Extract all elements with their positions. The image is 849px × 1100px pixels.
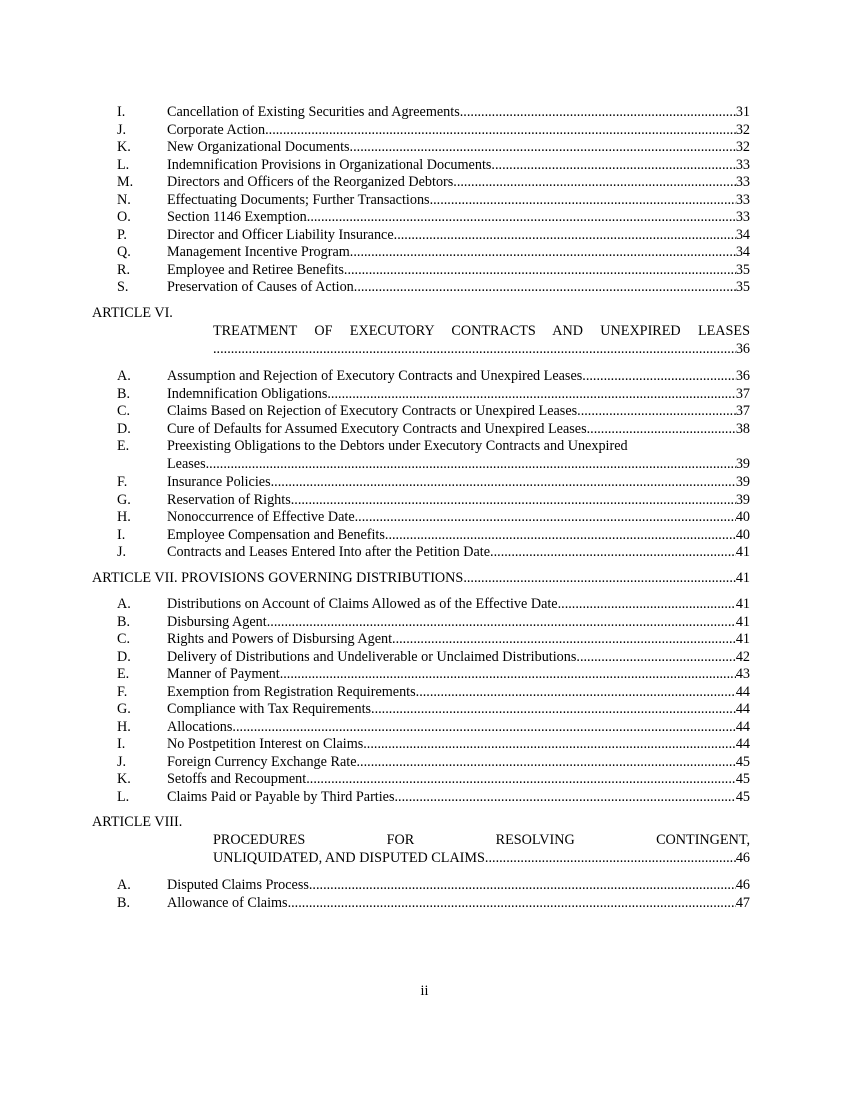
entry-page: 44	[735, 683, 750, 700]
entry-page: 45	[735, 753, 750, 770]
entry-letter: J.	[117, 753, 127, 770]
entry-title: Manner of Payment	[167, 666, 280, 682]
entry-page: 39	[735, 456, 750, 472]
entry-title: Insurance Policies	[167, 474, 271, 490]
entry-title: Directors and Officers of the Reorganized Debtors	[167, 174, 454, 190]
entry-letter: F.	[117, 683, 128, 700]
entry-letter: B.	[117, 613, 131, 630]
entry-letter: I.	[117, 104, 126, 120]
article-viii-title-line2: UNLIQUIDATED, AND DISPUTED CLAIMS	[213, 850, 485, 866]
entry-title: No Postpetition Interest on Claims	[167, 736, 364, 752]
dot-leader	[416, 683, 736, 701]
entry-page: 38	[735, 420, 750, 437]
dot-leader	[309, 876, 736, 894]
dot-leader	[558, 595, 736, 613]
entry-page: 47	[735, 894, 750, 911]
dot-leader	[453, 173, 736, 191]
entry-page: 40	[735, 526, 750, 543]
entry-page: 41	[735, 613, 750, 630]
entry-title: Director and Officer Liability Insurance	[167, 226, 394, 243]
entry-title: Allowance of Claims.	[167, 894, 292, 911]
entry-letter: G.	[117, 701, 131, 717]
entry-letter: E.	[117, 666, 130, 682]
entry-title: New Organizational Documents	[167, 139, 350, 155]
entry-title: Assumption and Rejection of Executory Contracts and Unexpired Leases	[167, 368, 583, 384]
entry-page: 42	[735, 648, 750, 665]
entry-page: 34	[735, 226, 750, 243]
dot-leader	[357, 753, 736, 771]
dot-leader	[491, 156, 735, 174]
entry-letter: J.	[117, 544, 127, 560]
entry-title: Disbursing Agent	[167, 613, 267, 630]
entry-page: 44	[735, 736, 750, 752]
dot-leader	[463, 569, 736, 587]
article-vii-heading: ARTICLE VII. PROVISIONS GOVERNING DISTRIBUTIONS	[92, 570, 464, 586]
entry-title: Compliance with Tax Requirements	[167, 701, 372, 717]
entry-page: 32	[735, 121, 750, 138]
entry-letter: F.	[117, 474, 128, 490]
article-vi-page: 36	[735, 341, 750, 357]
entry-page: 44	[735, 701, 750, 717]
entry-letter: S.	[117, 279, 129, 295]
dot-leader	[485, 849, 736, 867]
dot-leader	[350, 243, 736, 261]
entry-title: Disputed Claims Process	[167, 877, 309, 893]
entry-title: Exemption from Registration Requirements	[167, 683, 416, 700]
entry-title: Contracts and Leases Entered Into after the Petition Date	[167, 544, 491, 560]
dot-leader	[587, 420, 736, 438]
entry-letter: L.	[117, 788, 130, 805]
article-vi-title: TREATMENT OF EXECUTORY CONTRACTS AND UNEXPIRED LEASES	[213, 323, 750, 339]
entry-title: Foreign Currency Exchange Rate	[167, 753, 357, 770]
entry-page: 41	[735, 596, 750, 612]
entry-title: Preservation of Causes of Action	[167, 279, 354, 295]
entry-letter: C.	[117, 403, 131, 419]
entry-title: Leases	[167, 456, 206, 472]
entry-letter: M.	[117, 174, 134, 190]
dot-leader	[430, 191, 736, 209]
entry-page: 45	[735, 771, 750, 787]
entry-page: 43	[735, 666, 750, 682]
entry-page: 39	[735, 474, 750, 490]
entry-title: Claims Based on Rejection of Executory Contracts or Unexpired Leases	[167, 403, 578, 419]
entry-letter: A.	[117, 596, 131, 612]
entry-page: 45	[735, 788, 750, 805]
entry-page: 41	[735, 544, 750, 560]
entry-letter: H.	[117, 509, 131, 525]
entry-letter: B.	[117, 894, 131, 911]
entry-title: Cure of Defaults for Assumed Executory Contracts and Unexpired Leases	[167, 420, 587, 437]
dot-leader	[213, 340, 736, 358]
page-number: ii	[420, 983, 429, 999]
entry-page: 41	[735, 631, 750, 647]
entry-title: Allocations	[167, 718, 233, 735]
dot-leader	[355, 508, 736, 526]
entry-page: 34	[735, 244, 750, 260]
dot-leader	[490, 543, 736, 561]
dot-leader	[385, 526, 736, 544]
dot-leader	[267, 613, 736, 631]
entry-page: 35	[735, 261, 750, 278]
dot-leader	[350, 138, 736, 156]
entry-page: 40	[735, 509, 750, 525]
dot-leader	[232, 718, 735, 736]
entry-page: 39	[735, 491, 750, 508]
dot-leader	[265, 121, 736, 139]
entry-letter: Q.	[117, 244, 131, 260]
entry-page: 33	[735, 209, 750, 225]
article-vii-page: 41	[735, 570, 750, 586]
entry-title: Delivery of Distributions and Undeliverable or Unclaimed Distributions	[167, 648, 577, 665]
entry-letter: K.	[117, 139, 131, 155]
article-vi-heading: ARTICLE VI.	[92, 305, 173, 321]
dot-leader	[582, 367, 736, 385]
entry-title: Management Incentive Program	[167, 244, 350, 260]
entry-letter: I.	[117, 736, 126, 752]
entry-letter: K.	[117, 771, 131, 787]
dot-leader	[354, 278, 736, 296]
entry-title: Indemnification Obligations	[167, 385, 328, 402]
dot-leader	[363, 735, 736, 753]
dot-leader	[327, 385, 735, 403]
entry-page: 33	[735, 174, 750, 190]
entry-page: 46	[735, 877, 750, 893]
entry-letter: D.	[117, 420, 131, 437]
entry-page: 31	[735, 104, 750, 120]
dot-leader	[395, 788, 736, 806]
entry-page: 37	[735, 403, 750, 419]
entry-title: Claims Paid or Payable by Third Parties	[167, 788, 395, 805]
entry-letter: E.	[117, 438, 130, 454]
entry-letter: G.	[117, 491, 131, 508]
article-viii-title-line1: PROCEDURES FOR RESOLVING CONTINGENT,	[213, 832, 750, 848]
entry-letter: A.	[117, 877, 131, 893]
dot-leader	[392, 630, 736, 648]
entry-letter: C.	[117, 631, 131, 647]
entry-title: Section 1146 Exemption	[167, 209, 307, 225]
dot-leader	[306, 770, 736, 788]
entry-title: Employee Compensation and Benefits	[167, 526, 385, 543]
dot-leader	[371, 700, 736, 718]
entry-title: Effectuating Documents; Further Transactions	[167, 191, 430, 208]
entry-letter: H.	[117, 718, 131, 735]
entry-letter: D.	[117, 648, 131, 665]
article-viii-heading: ARTICLE VIII.	[92, 814, 183, 830]
dot-leader	[576, 648, 735, 666]
entry-letter: R.	[117, 261, 131, 278]
entry-page: 32	[735, 139, 750, 155]
entry-title: Setoffs and Recoupment	[167, 771, 307, 787]
entry-title: Reservation of Rights	[167, 491, 291, 508]
entry-letter: A.	[117, 368, 131, 384]
dot-leader	[460, 103, 736, 121]
dot-leader	[271, 473, 736, 491]
entry-title: Corporate Action	[167, 121, 266, 138]
dot-leader	[344, 261, 736, 279]
dot-leader	[206, 455, 736, 473]
article-viii-page: 46	[735, 850, 750, 866]
entry-letter: O.	[117, 209, 131, 225]
entry-letter: P.	[117, 226, 127, 243]
entry-title: Preexisting Obligations to the Debtors under Executory Contracts and Unexpired	[167, 438, 628, 454]
entry-page: 35	[735, 279, 750, 295]
entry-letter: N.	[117, 191, 131, 208]
entry-title: Indemnification Provisions in Organizational Documents	[167, 156, 492, 173]
entry-page: 33	[735, 191, 750, 208]
entry-title: Rights and Powers of Disbursing Agent	[167, 631, 393, 647]
entry-letter: I.	[117, 526, 126, 543]
entry-title: Employee and Retiree Benefits	[167, 261, 344, 278]
entry-title: Distributions on Account of Claims Allowed as of the Effective Date	[167, 596, 558, 612]
entry-title: Nonoccurrence of Effective Date	[167, 509, 355, 525]
entry-title: Cancellation of Existing Securities and Agreements	[167, 104, 460, 120]
entry-letter: B.	[117, 385, 131, 402]
entry-letter: L.	[117, 156, 130, 173]
entry-page: 37	[735, 385, 750, 402]
dot-leader	[394, 226, 736, 244]
dot-leader	[291, 894, 736, 912]
dot-leader	[280, 665, 736, 683]
dot-leader	[577, 402, 736, 420]
entry-page: 36	[735, 368, 750, 384]
dot-leader	[291, 491, 736, 509]
entry-letter: J.	[117, 121, 127, 138]
dot-leader	[307, 208, 736, 226]
entry-page: 33	[735, 156, 750, 173]
entry-page: 44	[735, 718, 750, 735]
